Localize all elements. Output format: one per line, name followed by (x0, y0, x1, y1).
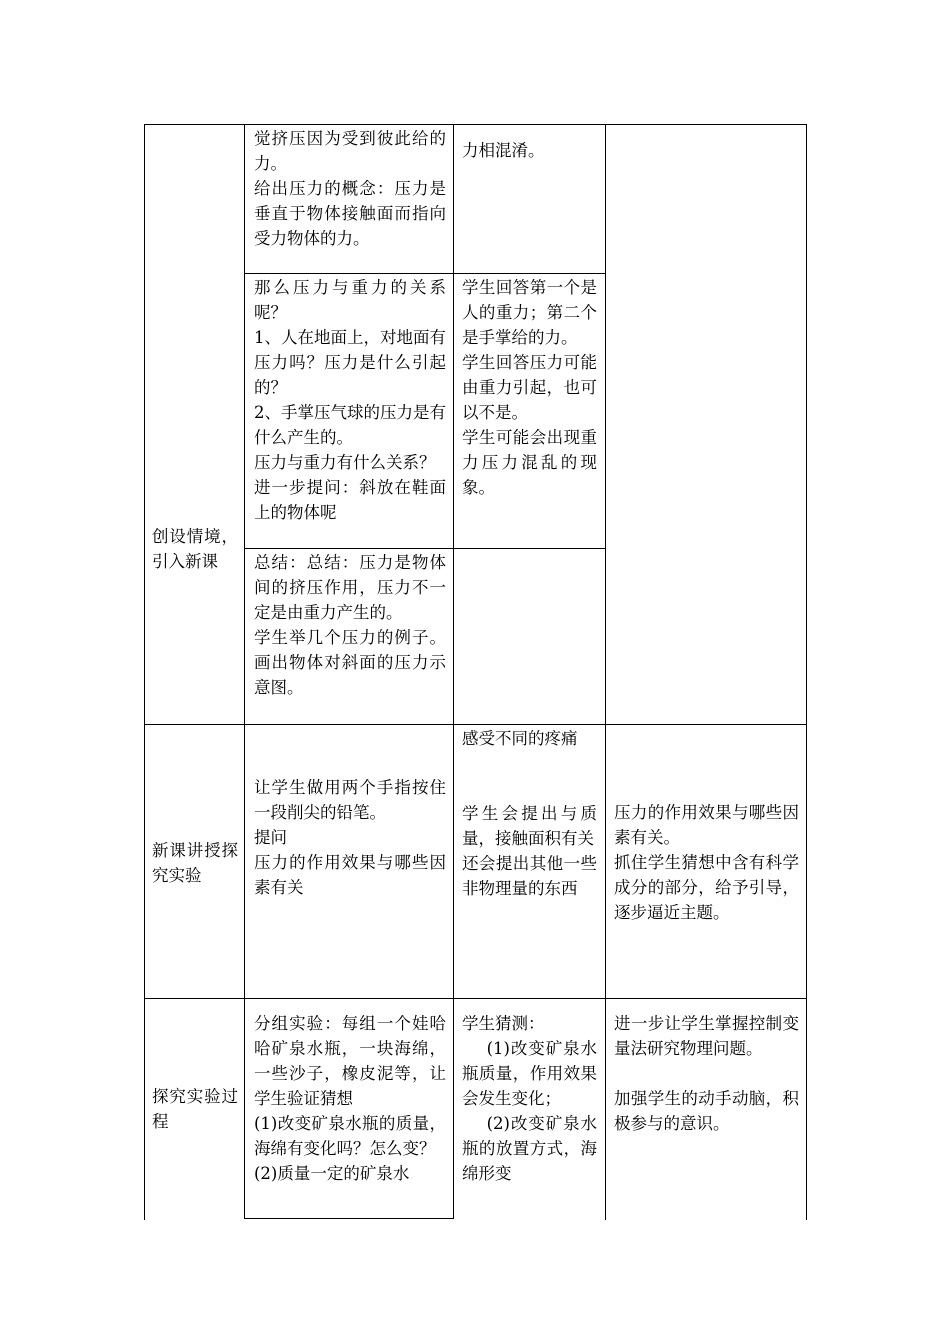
student-cell-row-1 (462, 138, 597, 163)
teacher-cell-row-2 (254, 275, 446, 525)
teacher-cell-row-4 (254, 775, 446, 900)
col-border-left (144, 124, 145, 1220)
stage-label-intro: 创设情境，引入新课 (152, 527, 238, 571)
intent-cell-row-4 (614, 800, 799, 925)
row-divider-1 (244, 273, 605, 274)
teacher-text: 进一步提问：斜放在鞋面上的物体呢 (254, 478, 446, 522)
student-cell-row-2 (462, 275, 597, 500)
teacher-text: 分组实验：每组一个娃哈哈矿泉水瓶，一块海绵，一些沙子，橡皮泥等，让学生验证猜想 (254, 1014, 446, 1108)
teacher-cell-bottom (244, 1218, 453, 1219)
teacher-text: (2)质量一定的矿泉水 (254, 1164, 410, 1183)
teacher-text: 压力与重力有什么关系？ (254, 453, 436, 472)
stage-label-lecture: 新课讲授探究实验 (152, 841, 238, 885)
teacher-text: 2、手掌压气球的压力是有什么产生的。 (254, 403, 446, 447)
intent-text: 加强学生的动手动脑，积极参与的意识。 (614, 1089, 799, 1133)
col-border-3 (605, 124, 606, 1220)
teacher-text: 那么压力与重力的关系呢？ (254, 278, 446, 322)
teacher-text: 提问 (254, 828, 287, 847)
teacher-text: 让学生做用两个手指按住一段削尖的铅笔。 (254, 778, 446, 822)
intent-text: 抓住学生猜想中含有科学成分的部分，给予引导，逐步逼近主题。 (614, 853, 799, 922)
student-text: 学生回答压力可能由重力引起，也可以不是。 (462, 353, 597, 422)
student-text: 还会提出其他一些非物理量的东西 (462, 854, 597, 898)
teacher-text: 1、人在地面上，对地面有压力吗？压力是什么引起的？ (254, 328, 446, 397)
col-border-1 (244, 124, 245, 1219)
student-text: (2)改变矿泉水瓶的放置方式，海绵形变 (462, 1114, 598, 1183)
student-text: 学生猜测： (462, 1014, 545, 1033)
stage-label-experiment: 探究实验过程 (152, 1087, 238, 1131)
student-text: (1)改变矿泉水瓶质量，作用效果会发生变化； (462, 1039, 598, 1108)
student-text (462, 751, 597, 801)
row-divider-2 (244, 548, 605, 549)
teacher-cell-row-1 (254, 126, 446, 251)
intent-text (614, 1061, 799, 1086)
student-text: 学生可能会出现重力压力混乱的现象。 (462, 428, 597, 497)
student-text: 学生回答第一个是人的重力；第二个是手掌给的力。 (462, 278, 597, 347)
intent-text: 进一步让学生掌握控制变量法研究物理问题。 (614, 1014, 799, 1058)
teacher-text: 觉挤压因为受到彼此给的力。 (254, 129, 446, 173)
teacher-cell-row-5 (254, 1011, 446, 1186)
student-text: 学生会提出与质量，接触面积有关 (462, 804, 597, 848)
student-cell-row-5 (462, 1011, 597, 1186)
teacher-text: 给出压力的概念：压力是垂直于物体接触面而指向受力物体的力。 (254, 179, 446, 248)
student-cell-row-4 (462, 726, 597, 901)
intent-cell-row-5 (614, 1011, 799, 1136)
col-border-right (806, 124, 807, 1220)
student-text: 力相混淆。 (462, 141, 545, 160)
teacher-text: 总结：总结：压力是物体间的挤压作用，压力不一定是由重力产生的。 (254, 553, 446, 622)
teacher-cell-row-3 (254, 550, 446, 700)
teacher-text: 学生举几个压力的例子。画出物体对斜面的压力示意图。 (254, 628, 446, 697)
teacher-text: (1)改变矿泉水瓶的质量，海绵有变化吗？怎么变？ (254, 1114, 446, 1158)
col-border-2 (453, 124, 454, 1219)
intent-text: 压力的作用效果与哪些因素有关。 (614, 803, 799, 847)
teacher-text: 压力的作用效果与哪些因素有关 (254, 853, 446, 897)
student-text: 感受不同的疼痛 (462, 729, 578, 748)
